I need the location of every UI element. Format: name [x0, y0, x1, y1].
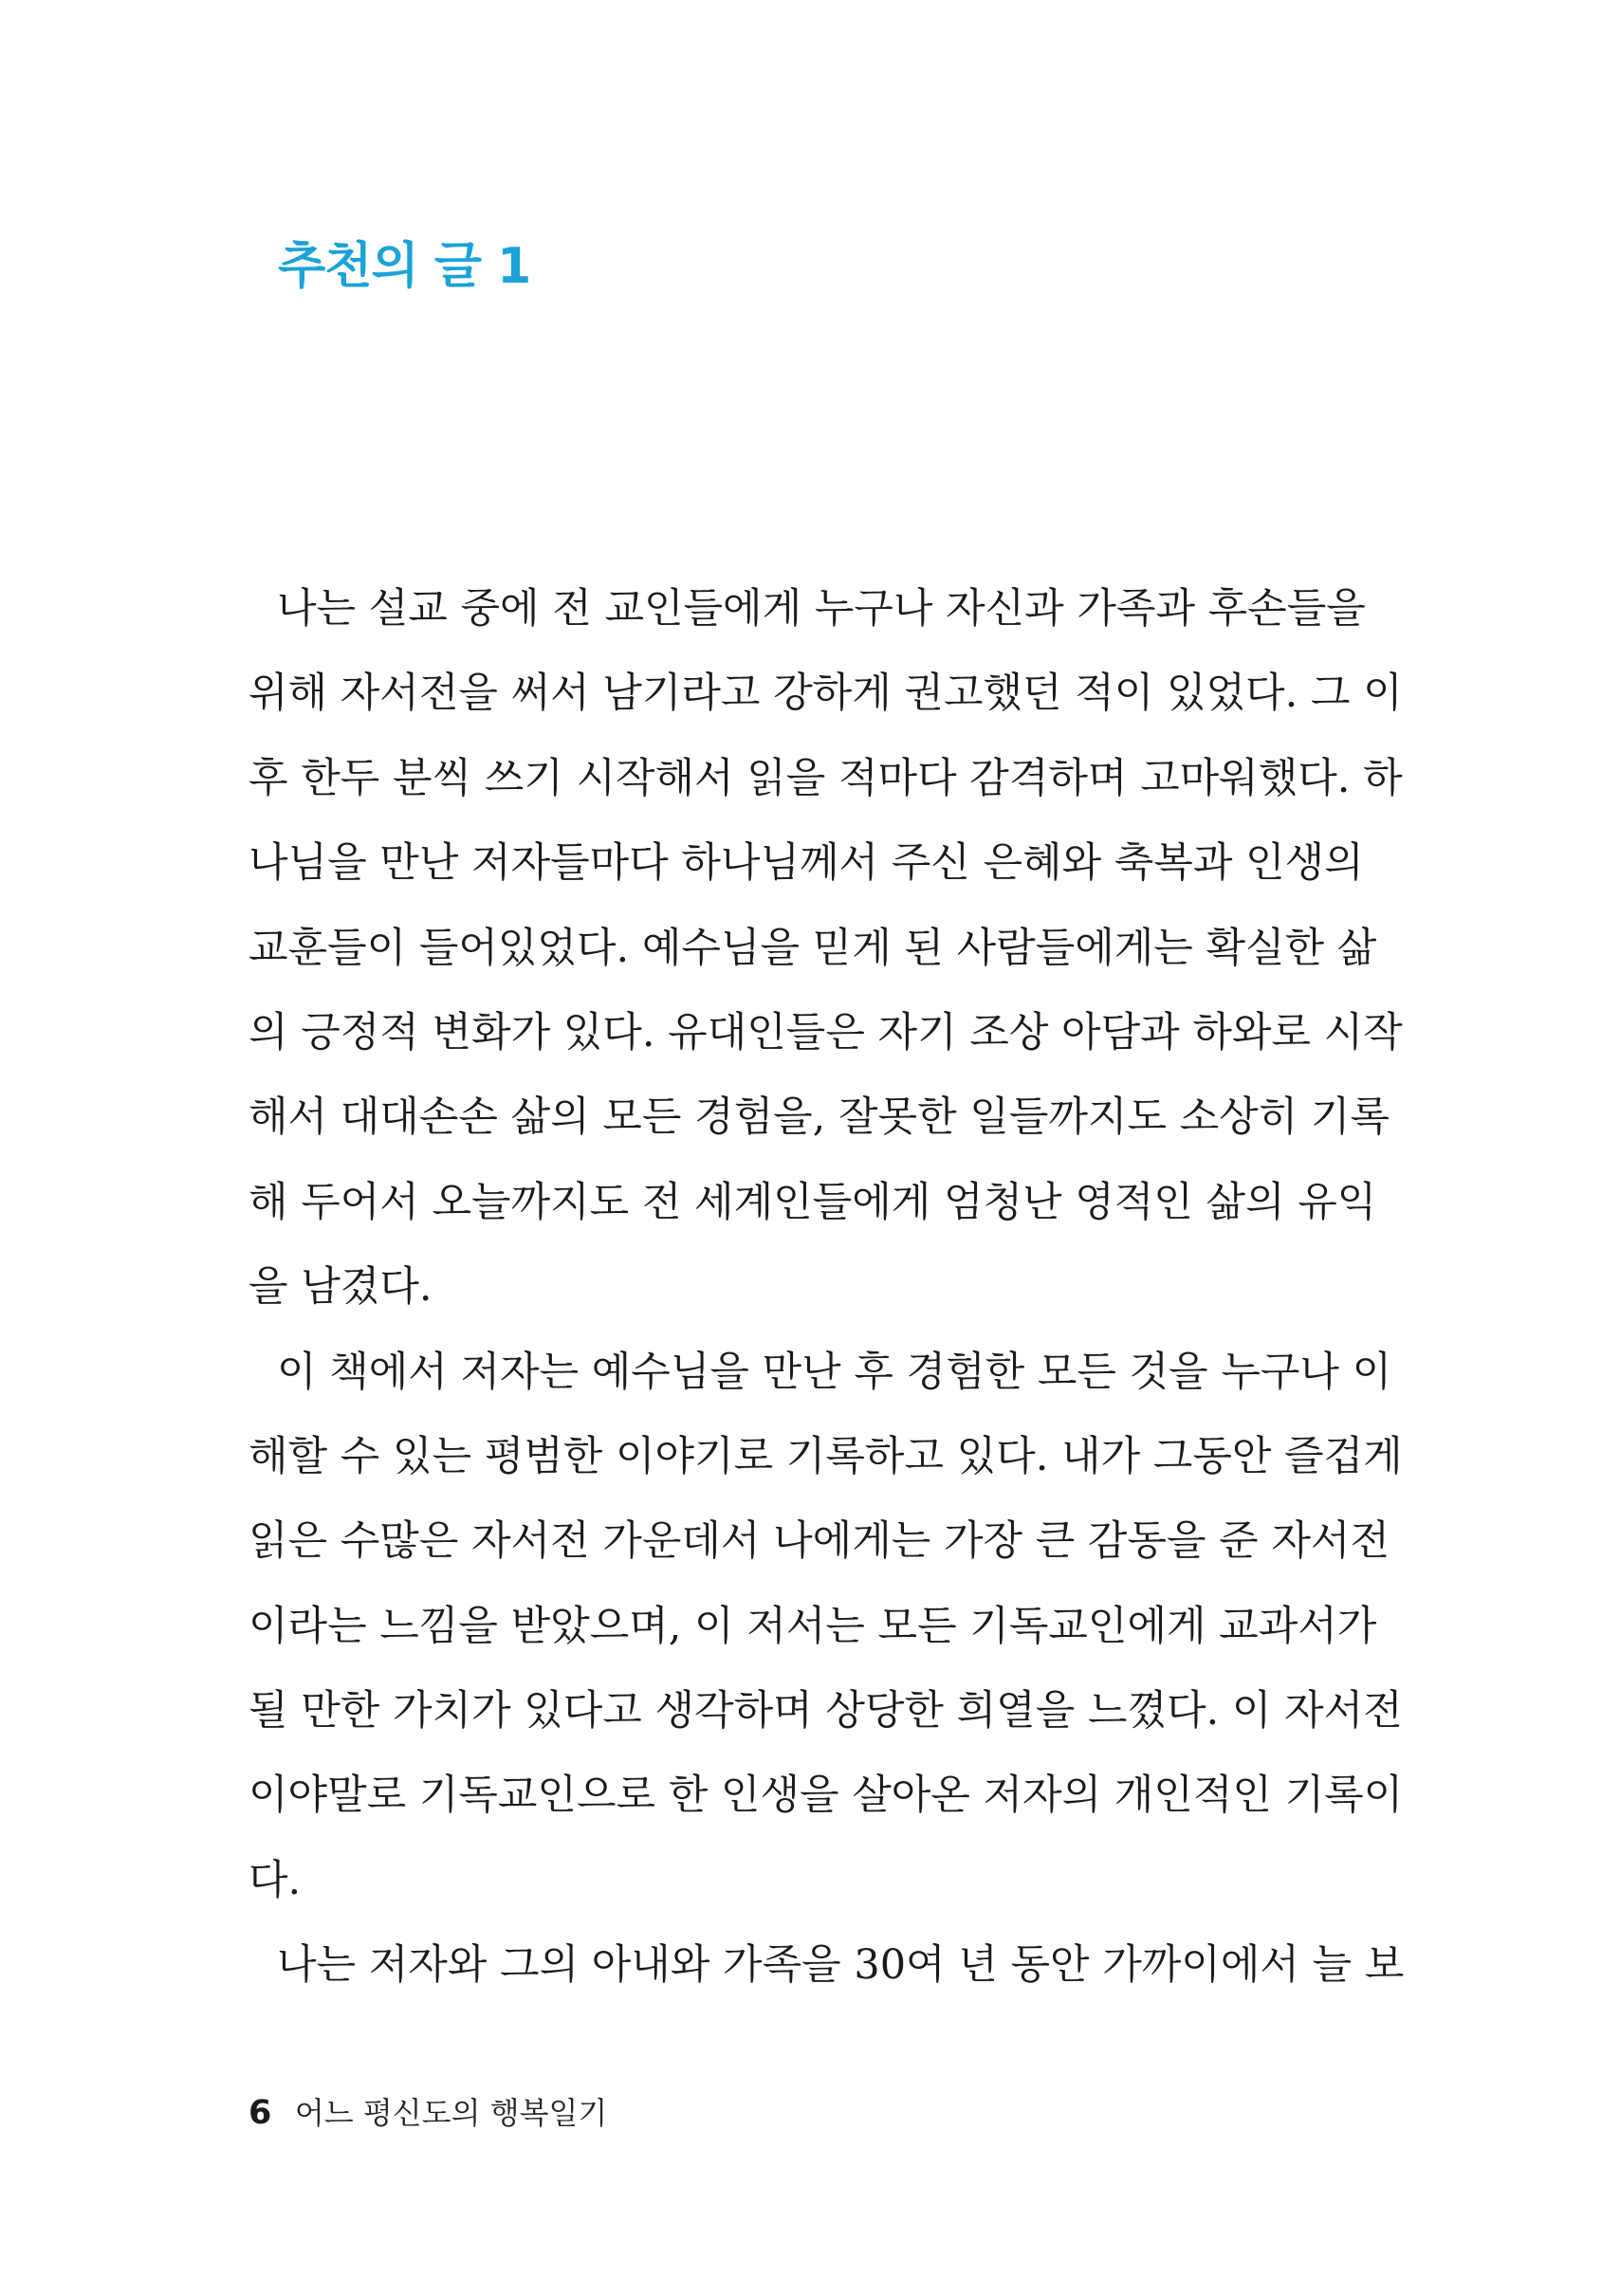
text-line: 위해 자서전을 써서 남기라고 강하게 권고했던 적이 있었다. 그 이 — [249, 670, 1403, 718]
page-number: 6 — [249, 2094, 272, 2132]
text-line: 읽은 수많은 자서전 가운데서 나에게는 가장 큰 감동을 준 자서전 — [249, 1517, 1390, 1566]
book-title: 어느 평신도의 행복일기 — [294, 2095, 608, 2131]
text-line: 을 남겼다. — [249, 1263, 433, 1312]
text-line: 교훈들이 들어있었다. 예수님을 믿게 된 사람들에게는 확실한 삶 — [249, 924, 1377, 972]
text-line: 해할 수 있는 평범한 이야기로 기록하고 있다. 내가 그동안 즐겁게 — [249, 1432, 1403, 1480]
text-line: 이야말로 기독교인으로 한 인생을 살아온 저자의 개인적인 기록이 — [249, 1772, 1404, 1820]
text-line: 이라는 느낌을 받았으며, 이 저서는 모든 기독교인에게 교과서가 — [249, 1602, 1377, 1650]
text-line: 나는 저자와 그의 아내와 가족을 30여 년 동안 가까이에서 늘 보 — [277, 1941, 1405, 1990]
text-line: 이 책에서 저자는 예수님을 만난 후 경험한 모든 것을 누구나 이 — [277, 1348, 1392, 1396]
text-line: 다. — [249, 1856, 302, 1904]
text-line: 나님을 만난 저자들마다 하나님께서 주신 은혜와 축복과 인생의 — [249, 839, 1364, 888]
text-line: 나는 설교 중에 전 교인들에게 누구나 자신과 가족과 후손들을 — [277, 585, 1366, 633]
page-footer — [249, 2094, 607, 2132]
page-heading: 추천의 글 1 — [278, 238, 531, 295]
text-line: 될 만한 가치가 있다고 생각하며 상당한 희열을 느꼈다. 이 자서전 — [249, 1687, 1403, 1736]
text-line: 의 긍정적 변화가 있다. 유대인들은 자기 조상 아담과 하와로 시작 — [249, 1008, 1403, 1056]
text-line: 해서 대대손손 삶의 모든 경험을, 잘못한 일들까지도 소상히 기록 — [249, 1093, 1390, 1142]
text-line: 해 두어서 오늘까지도 전 세계인들에게 엄청난 영적인 삶의 유익 — [249, 1178, 1377, 1226]
text-line: 후 한두 분씩 쓰기 시작해서 읽을 적마다 감격하며 고마워했다. 하 — [249, 754, 1403, 802]
body-text — [249, 567, 1405, 2009]
